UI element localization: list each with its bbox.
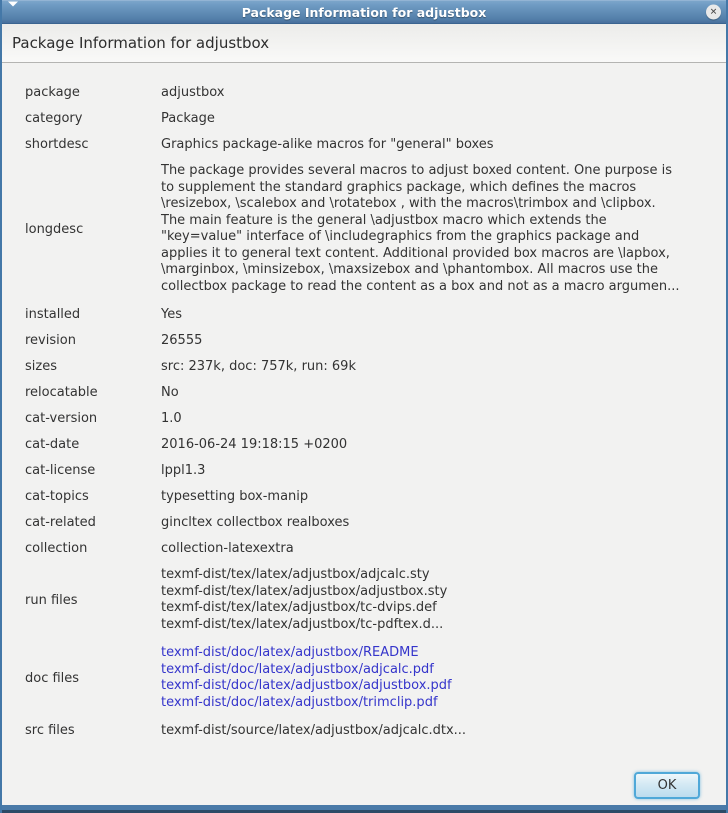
field-value: typesetting box-manip (161, 488, 309, 504)
field-label: package (25, 84, 80, 100)
field-value: adjustbox (161, 84, 225, 100)
run-file-path: texmf-dist/tex/latex/adjustbox/adjustbox.sty (161, 583, 448, 599)
field-value: 1.0 (161, 410, 182, 426)
page-title: Package Information for adjustbox (12, 34, 270, 52)
field-label: revision (25, 332, 76, 348)
info-row-run-files (2, 561, 726, 639)
field-value: Package (161, 110, 215, 126)
field-value: texmf-dist/source/latex/adjustbox/adjcalc.dtx... (161, 722, 467, 738)
field-value (161, 567, 726, 633)
info-row-revision (2, 327, 726, 353)
run-file-path: texmf-dist/tex/latex/adjustbox/tc-pdftex.d... (161, 616, 444, 632)
field-value: src: 237k, doc: 757k, run: 69k (161, 358, 356, 374)
field-label: src files (25, 722, 75, 738)
info-row-longdesc (2, 157, 726, 301)
field-label: category (25, 110, 83, 126)
doc-file-link[interactable]: texmf-dist/doc/latex/adjustbox/adjustbox.pdf (161, 678, 452, 693)
info-row-installed (2, 301, 726, 327)
info-row-package (2, 79, 726, 105)
info-row-shortdesc (2, 131, 726, 157)
dialog-footer (2, 748, 726, 804)
info-row-category (2, 105, 726, 131)
field-value (161, 645, 726, 711)
close-icon[interactable]: ✕ (706, 5, 721, 20)
dialog-header (2, 24, 726, 63)
longdesc-line: The main feature is the general \adjustbox macro which extends the (161, 212, 607, 228)
titlebar[interactable] (0, 0, 728, 24)
info-row-src-files (2, 717, 726, 743)
info-row-sizes (2, 353, 726, 379)
field-label: run files (25, 592, 78, 608)
doc-file-link[interactable]: texmf-dist/doc/latex/adjustbox/trimclip.pdf (161, 694, 438, 710)
field-label: cat-version (25, 410, 98, 426)
doc-file-link[interactable]: texmf-dist/doc/latex/adjustbox/adjcalc.pdf (161, 661, 434, 677)
info-row-cat-topics (2, 483, 726, 509)
longdesc-line: "key=value" interface of \includegraphics from the graphics package and (161, 229, 640, 244)
field-label: cat-date (25, 436, 80, 452)
field-label: longdesc (25, 221, 84, 237)
field-value: Graphics package-alike macros for "general" boxes (161, 136, 494, 152)
field-value: 26555 (161, 332, 203, 348)
longdesc-line: \marginbox, \minsizebox, \maxsizebox and \phantombox. All macros use the (161, 262, 658, 277)
field-value: collection-latexextra (161, 540, 294, 556)
shade-window-icon[interactable] (8, 7, 21, 18)
ok-button[interactable]: OK (634, 772, 700, 799)
field-label: sizes (25, 358, 57, 374)
info-row-doc-files (2, 639, 726, 717)
longdesc-line: applies it to general text content. Additional provided box macros are \lapbox, (161, 245, 670, 261)
longdesc-line: \resizebox, \scalebox and \rotatebox , with the macros\trimbox and \clipbox. (161, 196, 656, 211)
doc-file-link[interactable]: texmf-dist/doc/latex/adjustbox/README (161, 645, 419, 660)
field-value: No (161, 384, 179, 400)
field-label: collection (25, 540, 88, 556)
field-value: Yes (161, 306, 182, 322)
field-label: cat-license (25, 462, 96, 478)
info-row-collection (2, 535, 726, 561)
field-value: lppl1.3 (161, 462, 206, 478)
info-row-relocatable (2, 379, 726, 405)
field-value: gincltex collectbox realboxes (161, 514, 350, 530)
window-title: Package Information for adjustbox (241, 4, 487, 20)
field-label: shortdesc (25, 136, 89, 152)
longdesc-line: The package provides several macros to adjust boxed content. One purpose is (161, 163, 672, 178)
info-row-cat-related (2, 509, 726, 535)
run-file-path: texmf-dist/tex/latex/adjustbox/adjcalc.sty (161, 567, 430, 582)
longdesc-line: collectbox package to read the content as a box and not as a macro argumen... (161, 278, 680, 294)
field-label: cat-related (25, 514, 96, 530)
field-label: cat-topics (25, 488, 89, 504)
field-label: doc files (25, 670, 80, 686)
info-row-cat-version (2, 405, 726, 431)
run-file-path: texmf-dist/tex/latex/adjustbox/tc-dvips.def (161, 600, 437, 615)
info-table (2, 63, 726, 748)
field-label: installed (25, 306, 81, 322)
info-row-cat-date (2, 431, 726, 457)
window-bottom-border (0, 804, 728, 813)
info-row-cat-license (2, 457, 726, 483)
longdesc-line: to supplement the standard graphics package, which defines the macros (161, 179, 637, 195)
field-value (161, 163, 726, 295)
field-label: relocatable (25, 384, 98, 400)
field-value: 2016-06-24 19:18:15 +0200 (161, 436, 348, 452)
